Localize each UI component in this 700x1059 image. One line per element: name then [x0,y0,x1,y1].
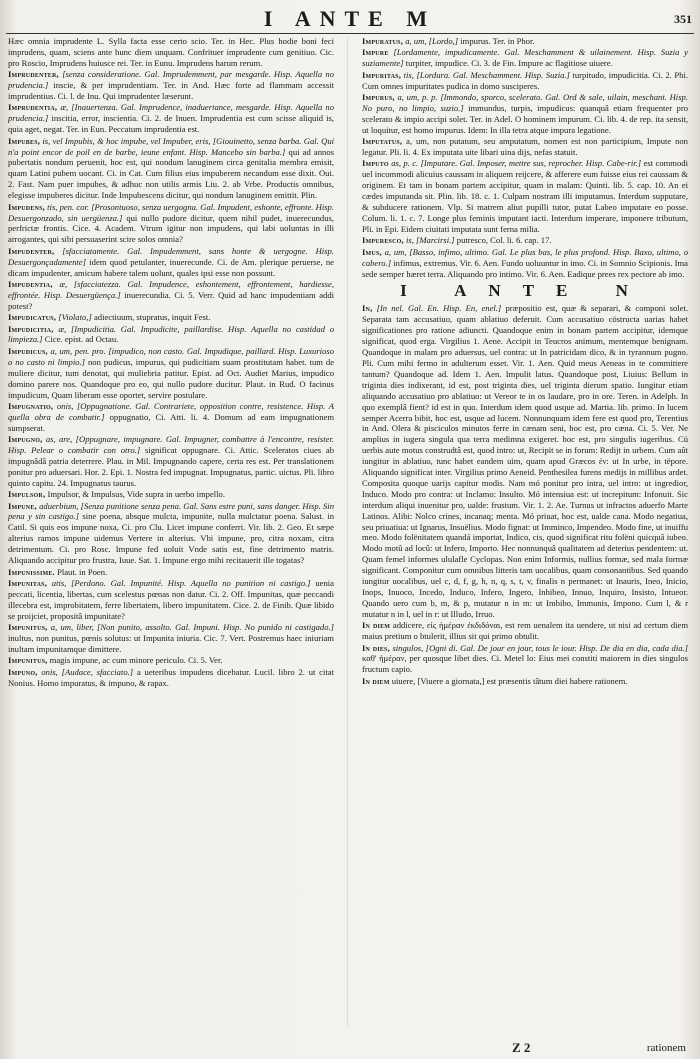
entry-gloss: æ, [sfacciatezza. Gal. Impudence, eshontement, effrontement, hardiesse, effrontée. Hisp. Desuergüença.] [8,278,334,300]
entry-headword: In, [362,303,373,314]
entry-text: a, um, non putatum, seu amputatum, nomen est non participium, Impute non legatur. Pli. li. 4. Ex imputata uite libari uina dijs, nefas statuit. [362,136,688,158]
dictionary-entry [8,324,334,346]
entry-headword: Impuratus, [362,36,404,46]
entry-text: non pudicus, impurus, qui pudicitiam suam prostitutam habet. tum de muliere dicitur, tum denotat, qui muliebria patitur. Epist. ad Oct. Audiet Marius, impudico domino parere nos. Quandoque pro eo, qui nullo pudore ducitur. Plaut. in Rud. O facinus impudicum, Quam liberam esse oportet, servire postulare. [8,356,334,400]
page-number: 351 [674,12,692,26]
dictionary-entry [8,312,334,323]
dictionary-entry [362,676,688,687]
entry-text: a ueteribus impudens dicebatur. Lucil. libro 2. ut citat Nonius. Homo impuratus, & impuno, & rapax. [8,666,334,688]
entry-text: inscie, & per imprudentiam. Ter. in And. Hæc forte ad flammam accessit imprudentius. Ci. l. de Inu. Qui imprudenter læserunt. [8,80,334,102]
entry-headword: In diem [362,675,390,686]
entry-text: turpiter, impudice. Ci. 3. de Fin. Impure ac flagitiose uiuere. [405,58,613,69]
entry-headword: Impugnatio, [8,400,54,411]
entry-headword: Impubes, [8,135,41,146]
dictionary-entry [8,202,334,246]
entry-text: sine poena, absque mulcta, impunite, nulla mulctatur poena. Salust. in Catil. Si quis eos impune noxa, Ci. pro Clu. Licet impune conferri. Vir. lib. 2. Geo. Et sæpe alterius ramos impune uidemus Vertere in alterius. Vbi impune, pro, citra noxam, citra detrimentum. Ci. pro Rosc. Impune fed uoluit Vnde satis est, fine detrimento matris. Aliquando accipitur pro frustra, Iuue. Sat. 1. Impune ergo mihi recitauerit ille togatas? [8,511,334,566]
dictionary-entry [8,246,334,279]
entry-headword: Imus, [362,246,382,257]
entry-gloss: onis, [Audace, sfacciato.] [41,666,134,677]
entry-headword: In diem [362,620,391,631]
entry-gloss: atis, [Perdono. Gal. Impunité. Hisp. Aquella no punition ni castigo.] [51,577,311,588]
entry-text: turpitudo, impudicitia. Ci. 2. Phi. Cum omnes impuritates pudica in domo susciperes. [362,69,688,91]
entry-text: inultus, non punitus, pœnis solutus: ut Impunita iniuria. Cic. 7. Vert. Postremus haec iniuriam inultam impunitamque dimittere. [8,632,334,654]
entry-gloss: singulos, [Ogni di. Gal. De jour en jour, tous le iour. Hisp. De dia en dia, cada dia.] [392,642,688,653]
entry-headword: Impudenter, [8,245,55,256]
entry-gloss: aduerbium, [Senza punitione senza pena. Gal. Sans estre puni, sans danger. Hisp. Sin pena y sin castigo.] [8,500,334,522]
entry-gloss: [senza consideratione. Gal. Imprudemment, par mesgarde. Hisp. Aquella no prudencia.] [8,69,334,91]
entry-headword: Impuno, [8,666,38,677]
entry-headword: Impuritas, [362,69,402,80]
entry-text: uiuere, [Viuere a giornata,] est præsentis tâtum diei habere rationem. [391,675,628,686]
entry-gloss: a, um, [Lordo,] [405,36,459,46]
dictionary-entry [362,247,688,280]
page-footer [362,1040,688,1056]
entry-gloss: as, are, [Oppugnare, impugnare. Gal. Impugner, combattre à l'encontre, resister. Hisp. Pelear o combatir con otro.] [8,434,334,456]
entry-gloss: [Violato,] [58,312,92,323]
dictionary-entry [8,401,334,434]
entry-gloss: [Lordamente, impudicamente. Gal. Meschamment & uilainement. Hisp. Suzia y suziamente] [362,47,688,69]
dictionary-entry [362,643,688,676]
entry-headword: Impudicitia, [8,323,54,334]
entry-gloss: a, um, [Basso, infimo, ultimo. Gal. Le plus bas, le plus profond. Hisp. Baxo, ultimo, o cabero.] [362,246,688,268]
entry-text: uenia peccati, licentia, libertas, cum scelestus pœnas non datur. Ci. 2. Off. Impunitas, quæ peccandi illecebra est, improbitatem, ferre libertatem, libero impunitatem. Cice. 2. de Finib. Quæ libido se proijciet, propositâ impunitate? [8,577,334,621]
dictionary-entry [8,489,334,500]
dictionary-entry [362,620,688,642]
entry-headword: Imprudenter, [8,69,59,80]
entry-gloss: a, um, pen. pro. [impudico, non casto. Gal. Impudique, paillard. Hisp. Luxurioso o no casto ni limpio.] [8,345,334,367]
entry-headword: Impulsor, [8,489,46,500]
entry-headword: In dies, [362,642,390,653]
entry-text: Plaut. in Poen. [57,566,108,577]
entry-gloss: æ, [Impudicitia. Gal. Impudicite, paillardise. Hisp. Aquella no castidad o limpieza.] [8,323,334,345]
entry-headword: Impure [362,47,389,58]
dictionary-entry [8,102,334,135]
entry-headword: Impudicus, [8,345,48,356]
entry-text: inscitia, error, inscientia. Ci. 2. de Inuen. Imprudentia est cum scisse aliquid is, quia aget, negat. Ter. in Eun. Peccatum imprudentia est. [8,113,334,135]
dictionary-entry [8,567,334,578]
entry-headword: Impunitus, [8,655,48,666]
right-column-bottom-entries [362,303,688,686]
entry-gloss: is, vel Impubis, & hoc impube, vel Impuber, eris, [Giouinetto, senza barba. Gal. Qui n'a point encor de poil en de barbe, ieune enfant. Hisp. Mancebo sin barba.] [8,135,334,157]
entry-headword: Impudicatus, [8,312,57,323]
left-column [8,36,334,1036]
entry-gloss: [sfacciatamente. Gal. Impudemment, sans honte & uergogne. Hisp. Desuergonçadamente] [8,245,334,267]
entry-gloss: tis, pen. cor. [Prosontuoso, senza uergogna. Gal. Impudent, eshonte, effronte. Hisp. Desuergonzado, sin uergüenza.] [8,201,334,223]
dictionary-entry [8,136,334,201]
right-column [362,36,688,1036]
dictionary-entry [362,303,688,619]
entry-gloss: tis, [Lordura. Gal. Meschamment. Hisp. Suzia.] [403,69,570,80]
dictionary-entry [362,36,688,47]
dictionary-entry [8,501,334,566]
entry-gloss: a, um, liber, [Non punito, assolto. Gal. Impuni. Hisp. No punido ni castigado.] [50,622,334,633]
entry-text: adiectiuum, stupratus, inquit Fest. [93,312,211,323]
entry-headword: Impuresco, [362,235,404,246]
entry-headword: Imputatus, [362,136,403,147]
entry-text: Hæc omnia imprudente L. Sylla facta esse certo scio. Ter. in Hec. Plus hodie boni feci imprudens, quam, sciens ante hunc diem unquam. Confrituer imprudente cum genitiuo. Cic. pro Roscio, Imprudens huiusce rei. Ter. in Eunu. Imprudens harum rerum. [8,36,334,68]
entry-headword: Impudens, [8,201,45,212]
entry-headword: Impunissime. [8,566,55,577]
entry-text: inuerecundia. Ci. 5. Verr. Quid ad hanc impudentiam addi potest? [8,289,334,311]
entry-headword: Impunitus, [8,622,48,633]
entry-text: infimus, extremus. Vir. 6. Aen. Fundo uoluuntur in imo. Ci. in Somnio Scipionis. Ima sede semper hæret terra. Aliquando pro intimo. Vir. 6. Aen. Eadique prees rex pectore ab imo. [362,257,688,279]
catchword: rationem [646,1042,686,1054]
dictionary-entry [8,69,334,102]
dictionary-entry [362,158,688,234]
entry-text: significat oppugnare. Ci. Attic. Sceleratos ciues ab impugnâdâ patria deterrere. Plau. in Mil. Impugnando capere, certa res est. Per translationem ponitur pro aduersari. Hor. 2. Epi. 1. Nostra fed impugnat. Impugnatus, partic. uictus. Pli. libro quinto capitu. 24. Impugnatus taurus. [8,445,334,488]
entry-headword: Impune, [8,500,37,511]
entry-text: idem quod petulanter, inuerecunde. Ci. de Am. plerique peruerse, ne dicam impudenter, amicum habere talem uolunt, quales ipsi esse non possunt. [8,256,334,278]
entry-gloss: as, p. c. [Imputare. Gal. Imposer, mettre sus, reprocher. Hisp. Cabe-rir.] [391,158,642,169]
entry-headword: Imprudentia, [8,102,58,113]
entry-headword: Imputo [362,158,389,169]
entry-gloss: a, um, p. p. [Immondo, sporco, scelerato. Gal. Ord & sale, uilain, meschant. Hisp. No puro, no limpio, suzio.] [362,92,688,113]
section-title: I ANTE N [400,281,650,301]
dictionary-entry [8,578,334,622]
entry-text: qui ad annos pubertatis nondum peruenit, hoc est, qui nondum lanuginem circa genitalia membra emisit, quam Latini pubem uocant. Ci. in Cat. Cum filius eius impuberem necandum esse dixit. Oui. 2. Fast. Nam puer impubes, & adhuc non utilis armis Liu. 2. ab Vrbe. Productis omnibus, elegisse impuberes dicitur. Inde Impubescens dicitur, qui nondum lanuginem emittit. Plin. [8,146,334,201]
dictionary-entry [362,235,688,246]
entry-text: Cice. epist. ad Octau. [44,334,119,345]
entry-headword: Impudentia, [8,278,53,289]
entry-text: addicere, εἰς ἡμέραν ἐκδιδόναι, est rem uenalem ita uendere, ut nisi ad certum diem maius pretium o btulerit, illius sit qui primo obtulit. [362,620,688,642]
dictionary-entry [362,136,688,158]
dictionary-entry [8,434,334,489]
entry-text: est commodi uel incommodi alicuius caussam in aliquem reijcere, & afferere eum fuisse eius rei caussam & originem. Et tam in bonam partem accipitur, quam in malam: Quinti. lib. 5. cap. 10. An ei cædes imputanda sit. Plin. lib. 18. c. 1. Culpam nostram illi imputamus. Interdum supputare, & subducere rationem. Vlp. Si matrem aliut pupilli tutor, putat Labeo imputare eo posse. Colum. li. 1. c. 7. Longe plus feminis imputant iacti. Interdum imperare, imponere tributum, Pli. in Epi. Eidem ciuitati imputata sunt ferna milia. [362,158,688,234]
running-head: I ANTE M [263,6,437,31]
entry-text: immundus, turpis, impudicus: quanquâ etiam frequenter pro scelerato & impio accipi solet. Ter. in Adel. O hominem impurum. Ci. lib. 4. de rep. ita sensit, ut loquitur, est homo impurus. Idem: In illa tetra atque impura legatione. [362,102,688,135]
entry-gloss: æ, [Inauertenza. Gal. Imprudence, inaduertance, mesgarde. Hisp. Aquella no prudencia.] [8,102,334,124]
dictionary-entry [362,70,688,92]
entry-text: oppugnatio, Ci. Atti. li. 4. Domum ad eam impugnationem sumpserat. [8,411,334,433]
entry-headword: Impugno, [8,434,43,445]
entry-headword: Impunitas, [8,577,48,588]
entry-text: putresco, Col. li. 6. cap. 17. [456,235,552,246]
entry-gloss: onis, [Oppugnatione. Gal. Contrariete, opposition contre, resistence. Hisp. A quella obra de combatir.] [8,400,334,422]
dictionary-entry [362,92,688,136]
entry-text: qui nullo pudore dicitur, quem nihil pudet, inuerecundus, perfrictæ frontis. Cice. 4. Academ. Vtrum igitur non impudens, qui labi uoluntas in illi arrogantes, qui sibi persuaserint scire solos omnia? [8,212,334,245]
right-column-top-entries [362,36,688,279]
dictionary-entry [8,346,334,401]
entry-gloss: [In nel. Gal. En. Hisp. En, enel.] [376,303,502,314]
page-header [0,6,700,30]
dictionary-entry [8,36,334,69]
dictionary-entry [8,279,334,312]
entry-text: impurus. Ter. in Phor. [460,36,535,46]
dictionary-entry [362,47,688,69]
entry-headword: Impurus, [362,92,395,103]
dictionary-entry [8,622,334,655]
entry-text: præpositio est, quæ & separari, & componi solet. Separata tam accusatiuo, quam ablatiuo deferuit. Cum accusatiuo cöstructa uarias habet significationes pro ratione adiuncti. Quandoque enim in bonam partem accipitur, idemque significat, quod erga. Virgilius 1. Aene. Accipit in Teucros animum, mentemque benignam. Quandoque in malam pro aduersus, uel contra: ut In patricidam dico, & in tyrannum pugno. Pli. Cum mihi fermo in adulterum esset. Vir. 1. Aen. Quid meus Aeneas in te committere tantum? Quandoque ad. Idem 1. Aen. Impulit latus. Quandoque post, Liuius: Bellum in triginta dies indixerant, id est, post triginta dies, uel triginta dierum spatio. Iungitur etiam aliquando accusatiuo pro ablatiuo: ut Vereor te in os laudare, pro in ore. Teren. in Adelph. In quo exemplâ fient? id est in quo. Interdum idem quod usque ad. Martia. lib. primo. In lucem semper Acerra bibit, hoc est, usque ad lucem. Nonnunquam idem fere est quod pro, Terentius in And. Olera & pisciculos minutos ferre in cænam seni, hoc est, pro cæna. Ci. 5. Ver. Ne amplius in iugera singula qua terra medimna exigeret. hoc est, pro singulis iugeribus. Cü uerbis aute motus construdtâ est, quod intro: ut, Recipit se in forum: Redijt in urbem. Cum aût iungitur in ablatiuo, tunc habet eandem uim, quam apud Græcos ἐν: ut In urbe, in tëpore. Aliquando significat inter. Virgilius primo Aeneid. Penthesilea furens medijs in millibus ardet. Composita quoque uarijs capitur modis. Nam mó ponitur pro intra, uel intro: ut ingredior, Induco. Modo pro contra: ut Inclamo: Insulto. Mó intensiua est: ut increpitum: Infonuit. Sic interdum aliqui inuenitur pro, ualde: frustum. Vir. 1. 2. Ae. Turnus ut infractos aduerfo Marte Latinos. Alibi: Nolco crines, incanaq; menta. Mó priuat, hoc est, ualde cana. Modo negatiua, seu priuatiua: ut Ignarus, Insuëlius. Modo fignat: ut Imminco, Impendeo. Modo fine, ut inuiffu meo. Modo folënitatem quandá importat, Indico, cis, quod significat ritu folëni quicquâ iubeo. Modo motû ad locû: ut Infero, Importo. Hec nonnunquâ qualitatem ad deterius pendentem: ut. Quam femel informes ululafle Cyclopas. Non enim Informis, nullius formæ, sed mala formæ significant. Componitur cum omnibus litteris tam uocalibus, quam consonantibus. Sed quando iungitur uocalibus, uel c, d, f, g, h, n, q, s, t, v, finalis n permanet: ut Inauris, Ineo, Inicio, Inops, Inuoco, Incedo, Induco, Infero, Ingero, Inhibeo, Innuo, Inquiro, Insisto, Intueor. Quando uero cum b, m, & p, mutatur n in m: ut Imbibo, Immunis, Impono. Cum l, & r mutatur n in l, uel in r: ut Illudo, Irruo. [362,303,688,619]
entry-text: καθ' ἡμέραν, per quosque libet dies. Ci. Metel lo: Eius mei constiti maiorem in dies singulos fructum capio. [362,653,688,675]
entry-text: Impulsor, & Impulsus, Vide supra in uerbo impello. [47,489,225,500]
signature-mark: Z 2 [512,1040,531,1055]
entry-text: magis impune, ac cum minore periculo. Ci. 5. Ver. [49,655,223,666]
dictionary-entry [8,667,334,689]
dictionary-entry [8,655,334,666]
header-rule [6,33,694,34]
column-gutter [347,36,348,1026]
entry-gloss: is, [Marcirsi.] [405,235,455,246]
